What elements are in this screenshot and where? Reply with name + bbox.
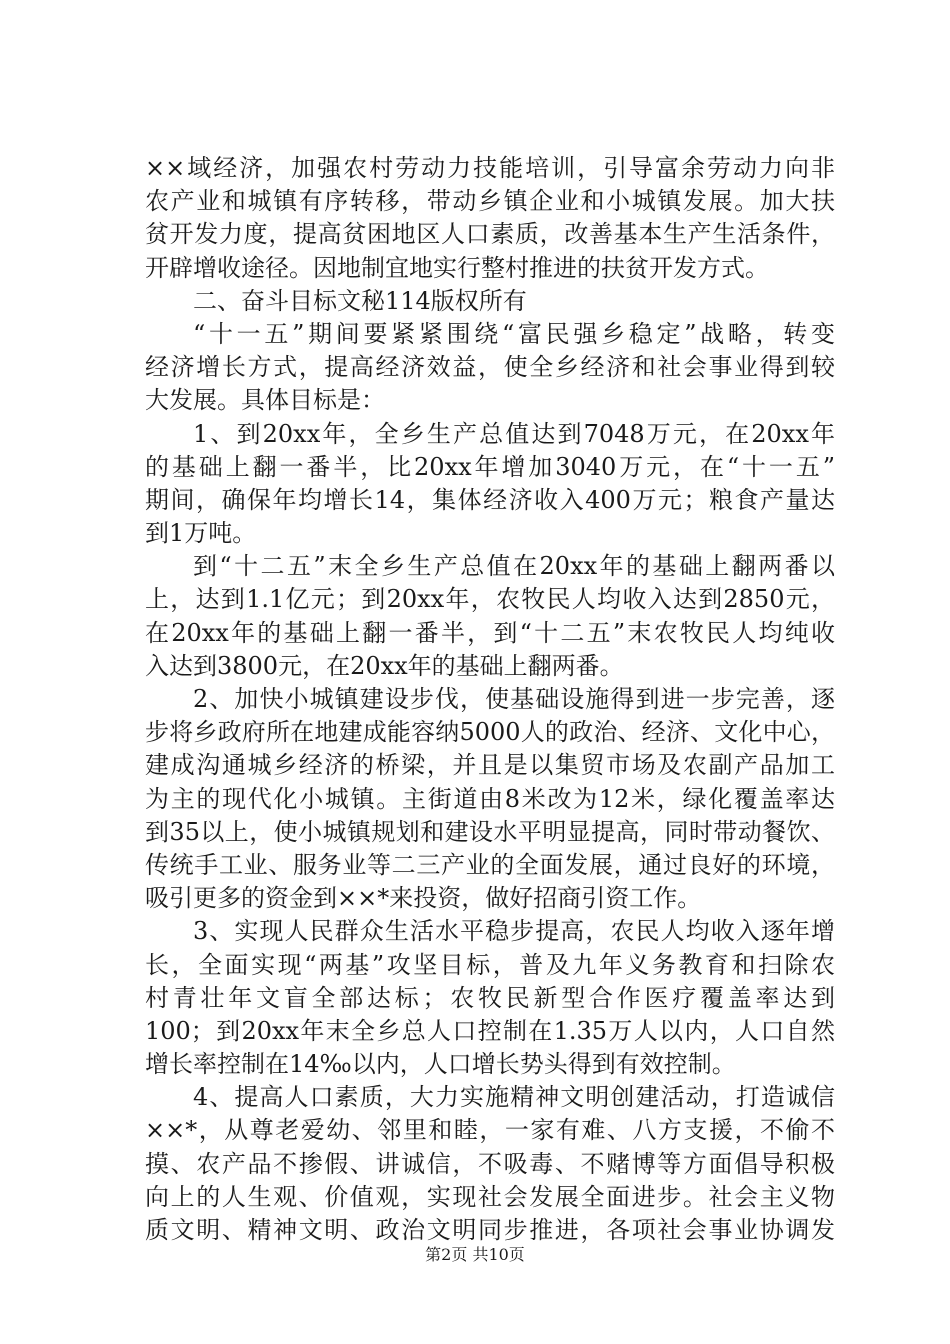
text-line: 农产业和城镇有序转移，带动乡镇企业和小城镇发展。加大扶 [145,187,835,216]
text-line: 1、到20xx年，全乡生产总值达到7048万元，在20xx年 [193,419,835,448]
text-line: 长，全面实现“两基”攻坚目标，普及九年义务教育和扫除农 [145,950,835,979]
text-line: 质文明、精神文明、政治文明同步推进，各项社会事业协调发 [145,1216,835,1244]
text-line: 大发展。具体目标是： [145,386,385,415]
text-line: 到35以上，使小城镇规划和建设水平明显提高，同时带动餐饮、 [145,817,835,846]
text-line: 经济增长方式，提高经济效益，使全乡经济和社会事业得到较 [145,353,835,382]
text-line: 建成沟通城乡经济的桥梁，并且是以集贸市场及农副产品加工 [145,751,835,780]
text-line: 100；到20xx年末全乡总人口控制在1.35万人以内，人口自然 [145,1016,835,1045]
text-line: 开辟增收途径。因地制宜地实行整村推进的扶贫开发方式。 [145,253,769,282]
text-line: 上，达到1.1亿元；到20xx年，农牧民人均收入达到2850元， [145,585,835,614]
page-number-label: 第2页 共10页 [425,1245,525,1264]
text-line: 2、加快小城镇建设步伐，使基础设施得到进一步完善，逐 [193,685,835,713]
text-line: 到1万吨。 [145,519,257,548]
text-line: 4、提高人口素质，大力实施精神文明创建活动，打造诚信 [193,1083,835,1112]
page-footer [0,1242,950,1265]
text-line: 村青壮年文盲全部达标；农牧民新型合作医疗覆盖率达到 [145,983,835,1012]
text-line: 到“十二五”末全乡生产总值在20xx年的基础上翻两番以 [193,552,835,581]
text-line: 吸引更多的资金到××*来投资，做好招商引资工作。 [145,884,702,913]
text-line: “十一五”期间要紧紧围绕“富民强乡稳定”战略，转变 [193,319,835,348]
text-line: 期间，确保年均增长14，集体经济收入400万元；粮食产量达 [145,485,835,514]
text-line: 的基础上翻一番半，比20xx年增加3040万元，在“十一五” [145,452,835,481]
text-line: ××*，从尊老爱幼、邻里和睦，一家有难、八方支援，不偷不 [145,1116,835,1145]
document-body [145,152,835,1247]
text-line: 向上的人生观、价值观，实现社会发展全面进步。社会主义物 [145,1182,835,1211]
text-line: ××域经济，加强农村劳动力技能培训，引导富余劳动力向非 [145,154,835,182]
text-line: 增长率控制在14‰以内，人口增长势头得到有效控制。 [145,1050,736,1079]
text-line: 为主的现代化小城镇。主街道由8米改为12米，绿化覆盖率达 [145,784,835,813]
text-line: 步将乡政府所在地建成能容纳5000人的政治、经济、文化中心， [145,718,835,747]
text-line: 在20xx年的基础上翻一番半，到“十二五”末农牧民人均纯收 [145,618,835,647]
text-line: 传统手工业、服务业等二三产业的全面发展，通过良好的环境， [145,850,835,879]
text-line: 二、奋斗目标文秘114版权所有 [193,286,527,315]
text-line: 3、实现人民群众生活水平稳步提高，农民人均收入逐年增 [193,917,835,946]
text-line: 摸、农产品不掺假、讲诚信，不吸毒、不赌博等方面倡导积极 [145,1149,835,1178]
text-line: 贫开发力度，提高贫困地区人口素质，改善基本生产生活条件， [145,220,835,249]
text-line: 入达到3800元，在20xx年的基础上翻两番。 [145,651,624,680]
